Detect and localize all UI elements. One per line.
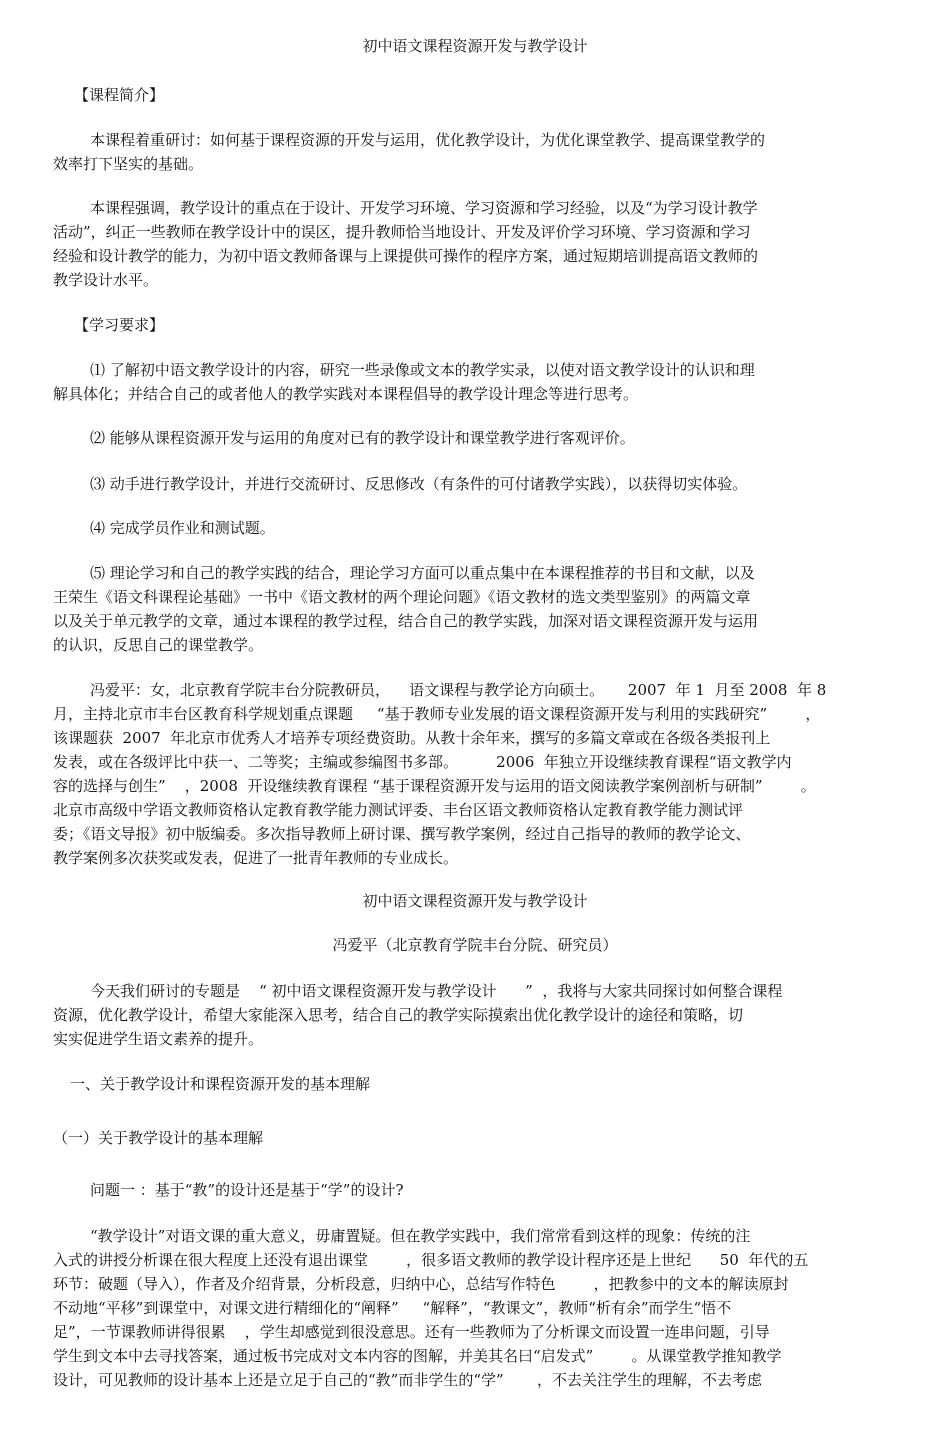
requirement-3: ⑶ 动手进行教学设计，并进行交流研讨、反思修改（有条件的可付诸教学实践），以获得切实体验。	[90, 475, 748, 493]
author-bio-line-2: 月，主持北京市丰台区教育科学规划重点课题 “基于教师专业发展的语文课程资源开发与利用的实践研究” ，	[53, 705, 821, 723]
requirement-2: ⑵ 能够从课程资源开发与运用的角度对已有的教学设计和课堂教学进行客观评价。	[90, 429, 635, 447]
subsection-1-heading: （一）关于教学设计的基本理解	[53, 1129, 264, 1147]
author-bio-line-5: 容的选择与创生” ，2008 开设继续教育课程 “基于课程资源开发与运用的语文阅读教学案例剖析与研制” 。	[53, 777, 816, 795]
intro-paragraph-1-line-1: 本课程着重研讨：如何基于课程资源的开发与运用，优化教学设计，为优化课堂教学、提高课堂教学的	[90, 131, 766, 149]
body-paragraph-line-4: 不动地“平移”到课堂中，对课文进行精细化的“阐释” “解释”，“教课文”，教师“析有余”而学生“悟不	[53, 1299, 732, 1317]
intro-heading: 【课程简介】	[74, 86, 165, 104]
body-paragraph-line-7: 设计，可见教师的设计基本上还是立足于自己的“教”而非学生的“学” ，不去关注学生的理解，不去考虑	[53, 1371, 763, 1389]
requirement-5-line-2: 王荣生《语文科课程论基础》一书中《语文教材的两个理论问题》《语文教材的选文类型鉴别》的两篇文章	[53, 588, 751, 606]
intro-paragraph-2-line-3: 经验和设计教学的能力，为初中语文教师备课与上课提供可操作的程序方案，通过短期培训提高语文教师的	[53, 247, 759, 265]
lecture-intro-line-3: 实实促进学生语文素养的提升。	[53, 1030, 264, 1048]
body-paragraph-line-3: 环节：破题（导入），作者及介绍背景，分析段意，归纳中心，总结写作特色 ，把教参中的文本的解读原封	[53, 1275, 789, 1293]
requirement-4: ⑷ 完成学员作业和测试题。	[90, 519, 275, 537]
lecture-intro-line-1: 今天我们研讨的专题是 “ 初中语文课程资源开发与教学设计 ” ，我将与大家共同探讨如何整合课程	[90, 982, 783, 1000]
author-bio-line-1: 冯爱平：女，北京教育学院丰台分院教研员， 语文课程与教学论方向硕士。 2007 年 1 月至 2008 年 8	[90, 681, 827, 699]
body-paragraph-line-1: “教学设计”对语文课的重大意义，毋庸置疑。但在教学实践中，我们常常看到这样的现象：传统的注	[90, 1227, 751, 1245]
intro-paragraph-1-line-2: 效率打下坚实的基础。	[53, 155, 204, 173]
section-1-heading: 一、关于教学设计和课程资源开发的基本理解	[70, 1075, 371, 1093]
author-bio-line-8: 教学案例多次获奖或发表，促进了一批青年教师的专业成长。	[53, 849, 459, 867]
body-paragraph-line-6: 学生到文本中去寻找答案，通过板书完成对文本内容的图解，并美其名曰“启发式” 。从课堂教学推知教学	[53, 1347, 782, 1365]
requirement-5-line-1: ⑸ 理论学习和自己的教学实践的结合，理论学习方面可以重点集中在本课程推荐的书目和文献，以及	[90, 564, 755, 582]
requirement-5-line-4: 的认识，反思自己的课堂教学。	[53, 636, 264, 654]
requirement-1-line-1: ⑴ 了解初中语文教学设计的内容，研究一些录像或文本的教学实录，以使对语文教学设计的认识和理	[90, 361, 755, 379]
body-paragraph-line-2: 入式的讲授分析课在很大程度上还没有退出课堂 ，很多语文教师的教学设计程序还是上世纪 50 年代的五	[53, 1251, 809, 1269]
question-1: 问题一 ：基于“教”的设计还是基于“学”的设计?	[90, 1181, 404, 1199]
author-bio-line-7: 委；《语文导报》初中版编委。多次指导教师上研讨课、撰写教学案例，经过自己指导的教师的教学论文、	[53, 825, 751, 843]
author-bio-line-6: 北京市高级中学语文教师资格认定教育教学能力测试评委、丰台区语文教师资格认定教育教学能力测试评	[53, 801, 744, 819]
requirement-1-line-2: 解具体化；并结合自己的或者他人的教学实践对本课程倡导的教学设计理念等进行思考。	[53, 385, 639, 403]
lecture-intro-line-2: 资源，优化教学设计，希望大家能深入思考，结合自己的教学实际摸索出优化教学设计的途径和策略，切	[53, 1006, 744, 1024]
body-paragraph-line-5: 足”，一节课教师讲得很累 ，学生却感觉到很没意思。还有一些教师为了分析课文而设置一连串问题，引导	[53, 1323, 770, 1341]
lecture-title: 初中语文课程资源开发与教学设计	[362, 892, 588, 910]
author-bio-line-3: 该课题获 2007 年北京市优秀人才培养专项经费资助。从教十余年来，撰写的多篇文章或在各级各类报刊上	[53, 729, 771, 747]
author-bio-line-4: 发表，或在各级评比中获一、二等奖；主编或参编图书多部。 2006 年独立开设继续教育课程“语文教学内	[53, 753, 792, 771]
lecture-author: 冯爱平（北京教育学院丰台分院、研究员）	[332, 936, 618, 954]
requirements-heading: 【学习要求】	[74, 316, 165, 334]
requirement-5-line-3: 以及关于单元教学的文章，通过本课程的教学过程，结合自己的教学实践，加深对语文课程资源开发与运用	[53, 612, 759, 630]
document-title: 初中语文课程资源开发与教学设计	[362, 37, 588, 55]
intro-paragraph-2-line-4: 教学设计水平。	[53, 271, 159, 289]
intro-paragraph-2-line-1: 本课程强调，教学设计的重点在于设计、开发学习环境、学习资源和学习经验，以及“为学习设计教学	[90, 199, 758, 217]
intro-paragraph-2-line-2: 活动”，纠正一些教师在教学设计中的误区，提升教师恰当地设计、开发及评价学习环境、学习资源和学习	[53, 223, 751, 241]
